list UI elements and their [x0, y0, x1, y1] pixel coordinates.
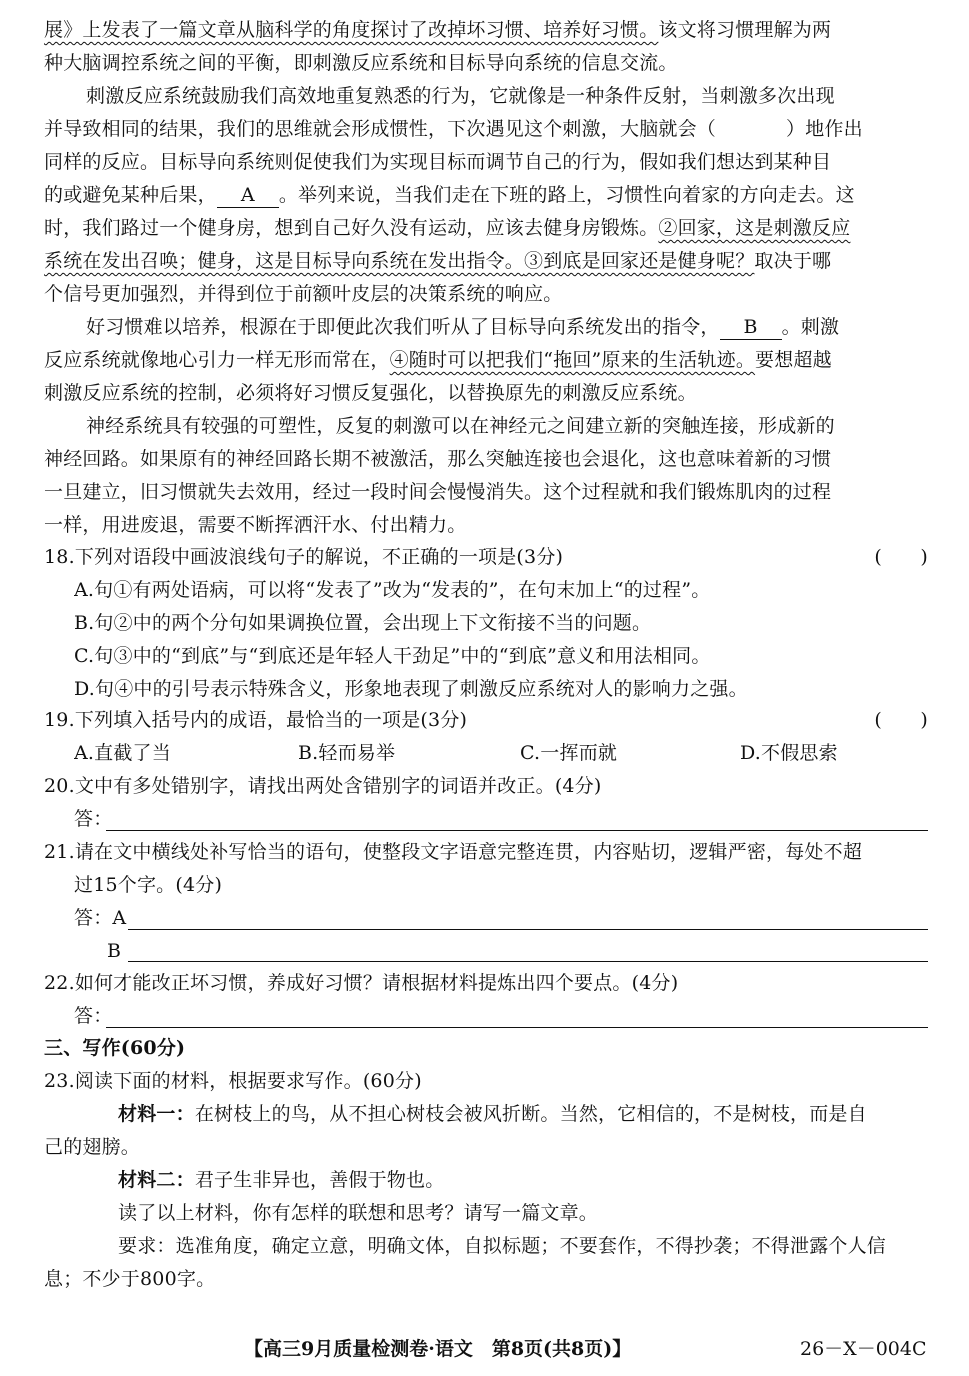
passage-line: 时，我们路过一个健身房，想到自己好久没有运动，应该去健身房锻炼。②回家，这是刺激反应	[44, 217, 851, 239]
answer-line-21b[interactable]	[128, 961, 928, 962]
answer-line-22[interactable]	[106, 1027, 928, 1028]
passage-line: 反应系统就像地心引力一样无形而常在，④随时可以把我们“拖回”原来的生活轨迹。要想超越	[44, 349, 832, 371]
passage-line: 好习惯难以培养，根源在于即便此次我们听从了目标导向系统发出的指令， B 。刺激	[86, 316, 840, 338]
option-19c: C.一挥而就	[520, 742, 618, 764]
wavy-sentence-2: ②回家，这是刺激反应	[658, 217, 851, 239]
passage-line: 并导致相同的结果，我们的思维就会形成惯性，下次遇见这个刺激，大脑就会（ ）地作出	[44, 118, 863, 140]
option-19b: B.轻而易举	[298, 742, 396, 764]
passage-line: 神经系统具有较强的可塑性，反复的刺激可以在神经元之间建立新的突触连接，形成新的	[86, 415, 835, 437]
option-18d: D.句④中的引号表示特殊含义，形象地表现了刺激反应系统对人的影响力之强。	[74, 678, 748, 700]
passage-line: 刺激反应系统的控制，必须将好习惯反复强化，以替换原先的刺激反应系统。	[44, 382, 697, 404]
material-1: 材料一：在树枝上的鸟，从不担心树枝会被风折断。当然，它相信的，不是树枝，而是自	[118, 1103, 867, 1125]
passage-line: 的或避免某种后果， A 。举列来说，当我们走在下班的路上，习惯性向着家的方向走去。这	[44, 184, 855, 206]
wavy-sentence-4: ④随时可以把我们“拖回”原来的生活轨迹。	[389, 349, 756, 371]
answer-paren-19[interactable]: ( )	[874, 709, 928, 731]
option-18a: A.句①有两处语病，可以将“发表了”改为“发表的”，在句末加上“的过程”。	[74, 579, 711, 601]
question-18: 18.下列对语段中画波浪线句子的解说，不正确的一项是(3分) ( )	[44, 541, 928, 573]
writing-prompt: 读了以上材料，你有怎样的联想和思考？请写一篇文章。	[118, 1202, 599, 1224]
material-2: 材料二：君子生非异也，善假于物也。	[118, 1169, 445, 1191]
passage-line: 同样的反应。目标导向系统则促使我们为实现目标而调节自己的行为，假如我们想达到某种目	[44, 151, 832, 173]
passage-line: 系统在发出召唤；健身，这是目标导向系统在发出指令。③到底是回家还是健身呢？取决于哪	[44, 250, 832, 272]
blank-b: B	[720, 315, 782, 340]
answer-label-21b: B	[107, 940, 122, 962]
answer-label-21a: 答：A	[74, 907, 127, 929]
material-1-cont: 己的翅膀。	[44, 1136, 141, 1158]
question-22: 22.如何才能改正坏习惯，养成好习惯？请根据材料提炼出四个要点。(4分)	[44, 972, 679, 994]
wavy-sentence-3: ③到底是回家还是健身呢？	[524, 250, 755, 272]
option-19a: A.直截了当	[74, 742, 171, 764]
footer-code: 26－X－004C	[800, 1338, 927, 1360]
question-23: 23.阅读下面的材料，根据要求写作。(60分)	[44, 1070, 422, 1092]
answer-label-22: 答：	[74, 1005, 113, 1027]
passage-line: 个信号更加强烈，并得到位于前额叶皮层的决策系统的响应。	[44, 283, 563, 305]
passage-line: 一旦建立，旧习惯就失去效用，经过一段时间会慢慢消失。这个过程就和我们锻炼肌肉的过程	[44, 481, 832, 503]
question-21-cont: 过15个字。(4分)	[74, 874, 223, 896]
passage-line: 神经回路。如果原有的神经回路长期不被激活，那么突触连接也会退化，这也意味着新的习惯	[44, 448, 832, 470]
section-writing-title: 三、写作(60分)	[44, 1037, 186, 1059]
answer-label-20: 答：	[74, 808, 113, 830]
answer-line-20[interactable]	[106, 830, 928, 831]
passage-line: 种大脑调控系统之间的平衡，即刺激反应系统和目标导向系统的信息交流。	[44, 52, 678, 74]
option-19d: D.不假思索	[740, 742, 838, 764]
answer-line-21a[interactable]	[128, 929, 928, 930]
passage-line: 刺激反应系统鼓励我们高效地重复熟悉的行为，它就像是一种条件反射，当刺激多次出现	[86, 85, 835, 107]
passage-line: 展》上发表了一篇文章从脑科学的角度探讨了改掉坏习惯、培养好习惯。该文将习惯理解为两	[44, 19, 832, 41]
blank-a: A	[217, 183, 279, 208]
wavy-sentence-1: 展》上发表了一篇文章从脑科学的角度探讨了改掉坏习惯、培养好习惯。	[44, 19, 659, 41]
writing-requirements: 要求：选准角度，确定立意，明确文体，自拟标题；不要套作，不得抄袭；不得泄露个人信	[118, 1235, 887, 1257]
writing-requirements-cont: 息；不少于800字。	[44, 1268, 216, 1290]
answer-paren-18[interactable]: ( )	[874, 546, 928, 568]
passage-line: 一样，用进废退，需要不断挥洒汗水、付出精力。	[44, 514, 467, 536]
question-20: 20.文中有多处错别字，请找出两处含错别字的词语并改正。(4分)	[44, 775, 602, 797]
options-19	[74, 737, 928, 769]
question-21: 21.请在文中横线处补写恰当的语句，使整段文字语意完整连贯，内容贴切，逻辑严密，每处不超	[44, 841, 863, 863]
option-18c: C.句③中的“到底”与“到底还是年轻人干劲足”中的“到底”意义和用法相同。	[74, 645, 711, 667]
question-19: 19.下列填入括号内的成语，最恰当的一项是(3分) ( )	[44, 704, 928, 736]
footer-title: 【高三9月质量检测卷·语文 第8页(共8页)】	[244, 1338, 632, 1360]
option-18b: B.句②中的两个分句如果调换位置，会出现上下文衔接不当的问题。	[74, 612, 652, 634]
